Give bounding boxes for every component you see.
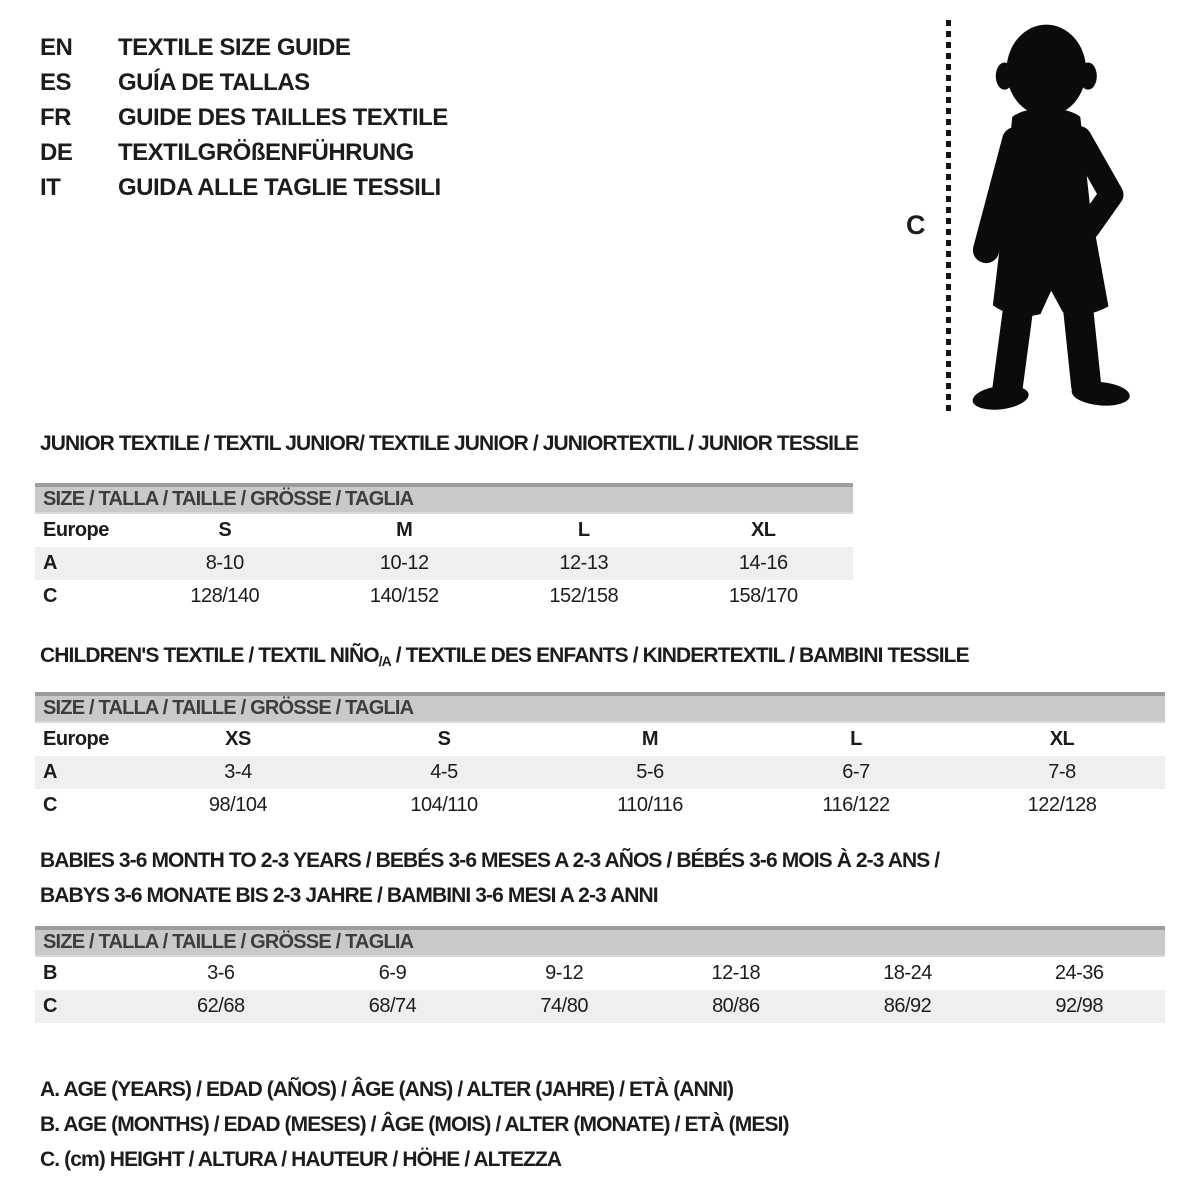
children-title-prefix: CHILDREN'S TEXTILE / TEXTIL NIÑO xyxy=(40,644,379,667)
language-row-en xyxy=(40,30,448,65)
size-column-header: M xyxy=(641,728,659,750)
size-column-header: XS xyxy=(225,728,251,750)
guide-title-it: GUIDA ALLE TAGLIE TESSILI xyxy=(118,174,441,201)
table-cell: 6-7 xyxy=(842,761,870,783)
table-cell: 140/152 xyxy=(369,585,439,607)
size-header-bar xyxy=(35,926,1165,957)
guide-title-de: TEXTILGRÖßENFÜHRUNG xyxy=(118,139,414,166)
language-code: ES xyxy=(40,69,72,96)
legend-age-years: A. AGE (YEARS) / EDAD (AÑOS) / ÂGE (ANS) / ALTER (JAHRE) / ETÀ (ANNI) xyxy=(40,1078,734,1101)
guide-title-en: TEXTILE SIZE GUIDE xyxy=(118,34,351,61)
language-row-it xyxy=(40,170,448,205)
table-cell: 7-8 xyxy=(1048,761,1076,783)
size-column-header: XL xyxy=(1049,728,1075,750)
table-cell: 158/170 xyxy=(728,585,798,607)
language-code: DE xyxy=(40,139,73,166)
size-column-header: M xyxy=(396,519,413,541)
legend-age-months: B. AGE (MONTHS) / EDAD (MESES) / ÂGE (MOIS) / ALTER (MONATE) / ETÀ (MESI) xyxy=(40,1113,789,1136)
row-label: C xyxy=(43,995,57,1017)
table-cell: 9-12 xyxy=(545,962,584,984)
table-cell: 14-16 xyxy=(738,552,788,574)
language-code: EN xyxy=(40,34,73,61)
size-header-bar xyxy=(35,692,1165,723)
table-cell: 110/116 xyxy=(617,794,683,816)
table-cell: 128/140 xyxy=(190,585,260,607)
table-cell: 12-13 xyxy=(559,552,609,574)
table-cell: 4-5 xyxy=(430,761,458,783)
row-label: Europe xyxy=(43,519,109,541)
row-label: A xyxy=(43,552,57,574)
children-title-suffix: / TEXTILE DES ENFANTS / KINDERTEXTIL / BAMBINI TESSILE xyxy=(390,644,969,667)
table-row-height xyxy=(35,580,853,613)
language-code: FR xyxy=(40,104,71,131)
babies-title-line1: BABIES 3-6 MONTH TO 2-3 YEARS / BEBÉS 3-6 MESES A 2-3 AÑOS / BÉBÉS 3-6 MOIS À 2-3 ANS / xyxy=(40,849,940,872)
language-row-es xyxy=(40,65,448,100)
height-measure-dashed-line xyxy=(946,20,951,416)
size-header-text: SIZE / TALLA / TAILLE / GRÖSSE / TAGLIA xyxy=(43,931,414,953)
language-row-fr xyxy=(40,100,448,135)
table-cell: 152/158 xyxy=(549,585,619,607)
size-header-bar xyxy=(35,483,853,514)
table-cell: 80/86 xyxy=(712,995,760,1017)
language-row-de xyxy=(40,135,448,170)
size-column-header: L xyxy=(577,519,590,541)
row-label: A xyxy=(43,761,57,783)
language-code: IT xyxy=(40,174,61,201)
babies-title-line2: BABYS 3-6 MONATE BIS 2-3 JAHRE / BAMBINI 3-6 MESI A 2-3 ANNI xyxy=(40,884,658,907)
table-cell: 3-4 xyxy=(224,761,252,783)
junior-section-title: JUNIOR TEXTILE / TEXTIL JUNIOR/ TEXTILE JUNIOR / JUNIORTEXTIL / JUNIOR TESSILE xyxy=(40,432,859,455)
table-cell: 5-6 xyxy=(636,761,664,783)
table-cell: 12-18 xyxy=(711,962,761,984)
table-header-row xyxy=(35,514,853,547)
size-column-header: L xyxy=(850,728,862,750)
table-cell: 6-9 xyxy=(378,962,407,984)
size-column-header: XL xyxy=(750,519,776,541)
table-cell: 62/68 xyxy=(197,995,245,1017)
legend xyxy=(40,1072,789,1177)
table-row-height xyxy=(35,990,1165,1023)
table-cell: 10-12 xyxy=(379,552,429,574)
guide-title-es: GUÍA DE TALLAS xyxy=(118,69,310,96)
table-row-months xyxy=(35,957,1165,990)
table-cell: 8-10 xyxy=(205,552,244,574)
junior-size-table xyxy=(35,483,853,613)
table-row-age xyxy=(35,756,1165,789)
table-cell: 68/74 xyxy=(368,995,417,1017)
size-column-header: S xyxy=(437,728,451,750)
row-label: C xyxy=(43,794,57,816)
row-label: C xyxy=(43,585,57,607)
children-section-title xyxy=(40,644,969,669)
babies-size-table xyxy=(35,926,1165,1023)
toddler-silhouette-icon xyxy=(958,12,1154,420)
babies-section-title xyxy=(40,843,939,913)
children-size-table xyxy=(35,692,1165,822)
size-header-text: SIZE / TALLA / TAILLE / GRÖSSE / TAGLIA xyxy=(43,488,414,510)
guide-title-fr: GUIDE DES TAILLES TEXTILE xyxy=(118,104,448,131)
table-cell: 3-6 xyxy=(207,962,235,984)
row-label: B xyxy=(43,962,57,984)
table-cell: 18-24 xyxy=(883,962,932,984)
size-header-text: SIZE / TALLA / TAILLE / GRÖSSE / TAGLIA xyxy=(43,697,414,719)
table-cell: 86/92 xyxy=(883,995,932,1017)
height-measure-label: C xyxy=(906,210,925,240)
row-label: Europe xyxy=(43,728,109,750)
legend-height-cm: C. (cm) HEIGHT / ALTURA / HAUTEUR / HÖHE / ALTEZZA xyxy=(40,1148,562,1171)
table-cell: 116/122 xyxy=(822,794,890,816)
table-row-age xyxy=(35,547,853,580)
language-title-list xyxy=(40,30,448,205)
table-cell: 74/80 xyxy=(540,995,588,1017)
children-title-sub: /A xyxy=(378,653,391,669)
table-cell: 92/98 xyxy=(1055,995,1103,1017)
table-header-row xyxy=(35,723,1165,756)
table-cell: 24-36 xyxy=(1054,962,1104,984)
table-cell: 104/110 xyxy=(410,794,478,816)
size-column-header: S xyxy=(218,519,232,541)
table-cell: 98/104 xyxy=(208,794,268,816)
table-cell: 122/128 xyxy=(1027,794,1097,816)
table-row-height xyxy=(35,789,1165,822)
